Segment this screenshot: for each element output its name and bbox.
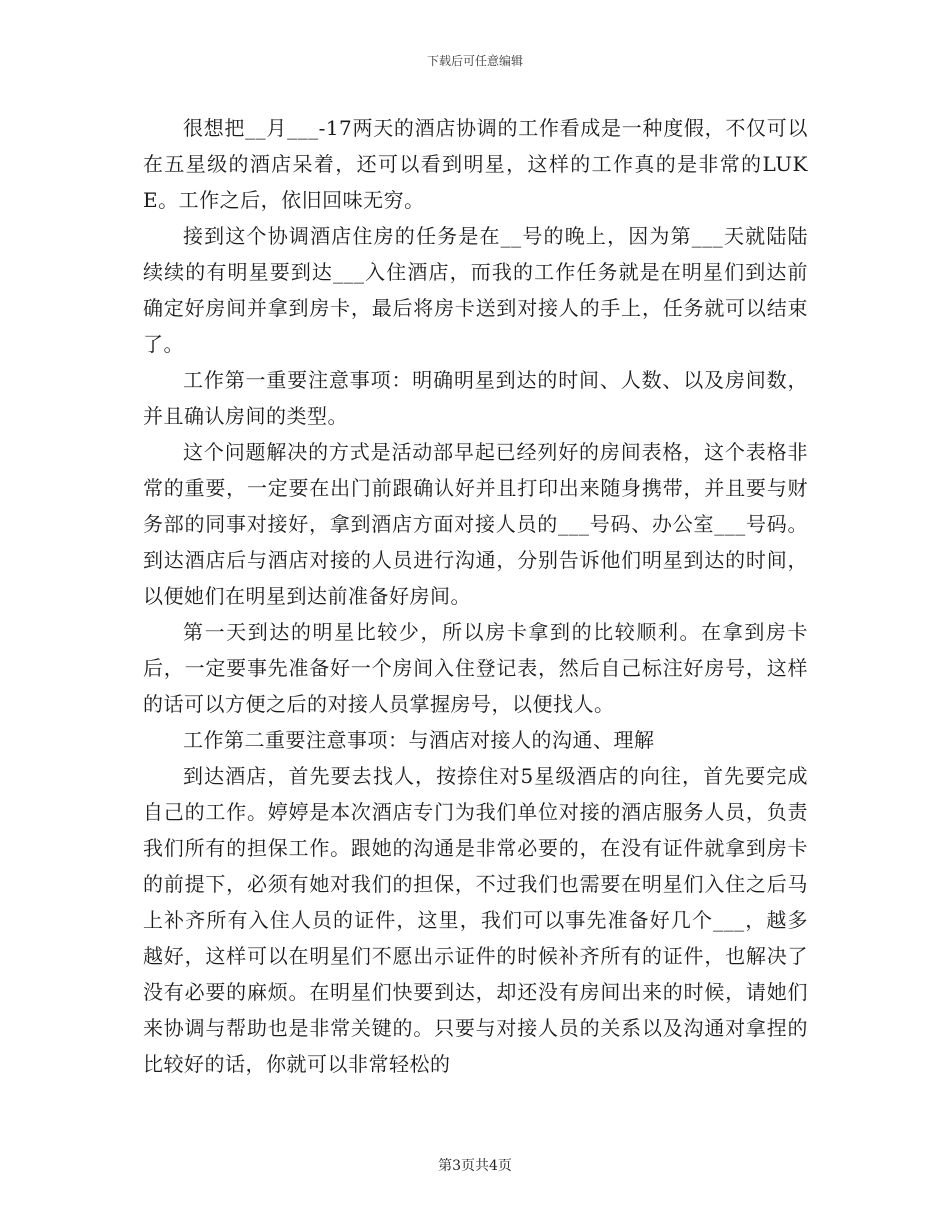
paragraph-6: 工作第二重要注意事项：与酒店对接人的沟通、理解 (183, 728, 655, 752)
paragraph-7: 到达酒店，首先要去找人，按捺住对5星级酒店的向往，首先要完成自己的工作。婷婷是本次酒店专门为我们单位对接的酒店服务人员，负责我们所有的担保工作。跟她的沟通是非常必要的，在没有证件就拿到房卡的前提下，必须有她对我们的担保，不过我们也需要在明星们入住之后马上补齐所有入住人员的证件，这里，我们可以事先准备好几个___，越多越好，这样可以在明星们不愿出示证件的时候补齐所有的证件，也解决了没有必要的麻烦。在明星们快要到达，却还没有房间出来的时候，请她们来协调与帮助也是非常关键的。只要与对接人员的关系以及沟通对拿捏的比较好的话，你就可以非常轻松的 (143, 764, 808, 1076)
paragraph-4: 这个问题解决的方式是活动部早起已经列好的房间表格，这个表格非常的重要，一定要在出门前跟确认好并且打印出来随身携带，并且要与财务部的同事对接好，拿到酒店方面对接人员的___号码、办公室___号码。到达酒店后与酒店对接的人员进行沟通，分别告诉他们明星到达的时间，以便她们在明星到达前准备好房间。 (143, 440, 808, 608)
paragraph-2: 接到这个协调酒店住房的任务是在__号的晚上，因为第___天就陆陆续续的有明星要到达___入住酒店，而我的工作任务就是在明星们到达前确定好房间并拿到房卡，最后将房卡送到对接人的手上，任务就可以结束了。 (143, 224, 808, 356)
paragraph-1: 很想把__月___-17两天的酒店协调的工作看成是一种度假，不仅可以在五星级的酒店呆着，还可以看到明星，这样的工作真的是非常的LUKE。工作之后，依旧回味无穷。 (143, 116, 808, 212)
paragraph-3: 工作第一重要注意事项：明确明星到达的时间、人数、以及房间数，并且确认房间的类型。 (143, 368, 808, 428)
document-body (143, 110, 808, 1082)
paragraph-5: 第一天到达的明星比较少，所以房卡拿到的比较顺利。在拿到房卡后，一定要事先准备好一个房间入住登记表，然后自己标注好房号，这样的话可以方便之后的对接人员掌握房号，以便找人。 (143, 620, 808, 716)
page-header: 下载后可任意编辑 (426, 54, 523, 68)
page-footer: 第3页共4页 (438, 1158, 512, 1174)
